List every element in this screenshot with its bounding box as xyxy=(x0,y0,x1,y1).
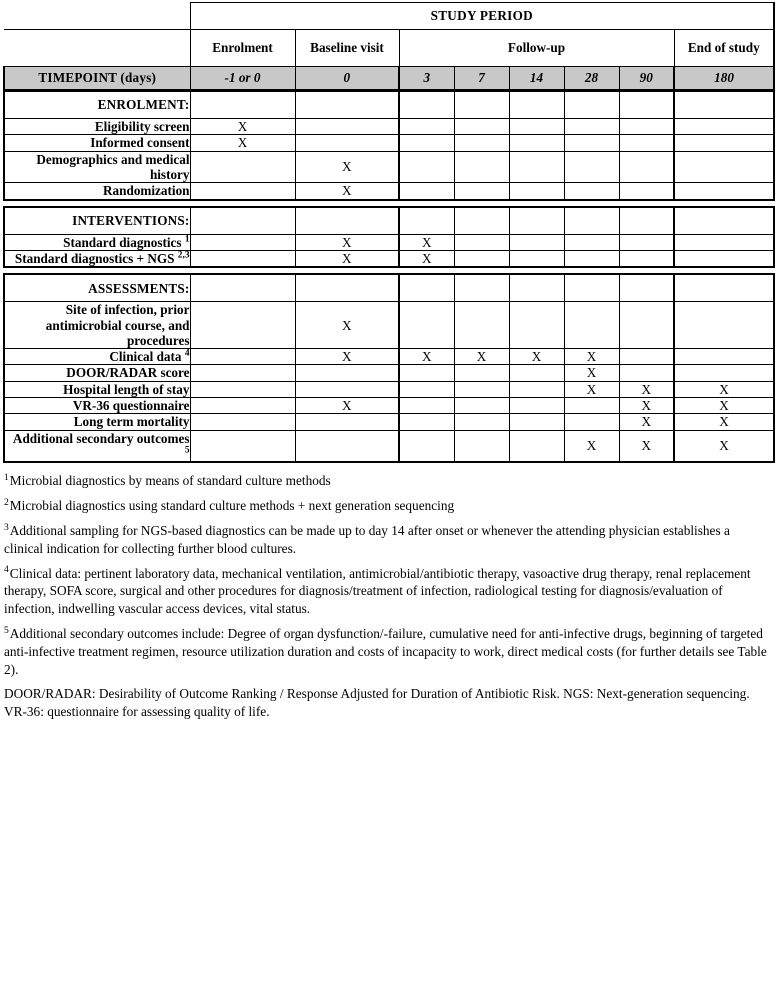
table-row xyxy=(4,151,774,183)
row-label-randomization: Randomization xyxy=(4,183,190,200)
cell-empty xyxy=(619,274,674,302)
cell-empty xyxy=(564,250,619,267)
row-label-standard-diagnostics: Standard diagnostics $^1$ xyxy=(4,234,190,250)
cell-empty xyxy=(619,234,674,250)
cell-mark-additional-secondary-outcomes-28: X xyxy=(564,430,619,462)
footnote-marker: 2,3 xyxy=(177,250,190,261)
cell-empty xyxy=(190,91,295,119)
cell-mark-demographics-and-medical-history-0: X xyxy=(295,151,399,183)
section-heading-row-interventions xyxy=(4,207,774,235)
cell-empty xyxy=(619,207,674,235)
footnote-marker: 4 xyxy=(184,348,190,359)
cell-empty xyxy=(674,151,774,183)
row-label-vr-36-questionnaire: VR-36 questionnaire xyxy=(4,398,190,414)
cell-empty xyxy=(674,207,774,235)
cell-empty xyxy=(190,274,295,302)
cell-empty xyxy=(619,183,674,200)
cell-mark-eligibility-screen--1-or-0: X xyxy=(190,119,295,135)
section-gap xyxy=(4,200,774,207)
cell-empty xyxy=(190,398,295,414)
cell-empty xyxy=(674,91,774,119)
spirit-schedule-table xyxy=(3,2,775,463)
cell-mark-clinical-data-28: X xyxy=(564,349,619,365)
cell-empty xyxy=(619,91,674,119)
cell-empty xyxy=(619,119,674,135)
cell-empty xyxy=(454,250,509,267)
timepoint-value-14: 14 xyxy=(509,67,564,91)
cell-empty xyxy=(509,151,564,183)
cell-empty xyxy=(619,349,674,365)
cell-empty xyxy=(190,349,295,365)
footnote-text: Additional secondary outcomes include: Degree of organ dysfunction/-failure, cumulative need for anti-infective drugs, beginning of targeted anti-infective treatment regimen, resource utilization duration and costs of incapacity to work, direct medical costs (for further details see Table 2). xyxy=(4,626,767,677)
cell-empty xyxy=(190,234,295,250)
cell-empty xyxy=(564,119,619,135)
cell-empty xyxy=(295,381,399,397)
cell-empty xyxy=(564,183,619,200)
cell-empty xyxy=(454,398,509,414)
cell-mark-standard-diagnostics-ngs-3: X xyxy=(399,250,454,267)
cell-empty xyxy=(454,430,509,462)
cell-empty xyxy=(399,91,454,119)
timepoint-value-180: 180 xyxy=(674,67,774,91)
cell-empty xyxy=(454,151,509,183)
cell-mark-vr-36-questionnaire-90: X xyxy=(619,398,674,414)
cell-empty xyxy=(190,302,295,349)
cell-empty xyxy=(295,414,399,430)
cell-empty xyxy=(509,207,564,235)
cell-empty xyxy=(454,183,509,200)
column-group-baseline-visit: Baseline visit xyxy=(295,30,399,67)
cell-empty xyxy=(674,349,774,365)
cell-empty xyxy=(674,119,774,135)
footnote-2 xyxy=(4,497,772,515)
cell-empty xyxy=(509,430,564,462)
timepoint-row xyxy=(4,67,774,91)
cell-mark-hospital-length-of-stay-180: X xyxy=(674,381,774,397)
cell-empty xyxy=(295,365,399,381)
section-heading-interventions: INTERVENTIONS: xyxy=(4,207,190,235)
timepoint-value-28: 28 xyxy=(564,67,619,91)
row-label-eligibility-screen: Eligibility screen xyxy=(4,119,190,135)
table-row xyxy=(4,302,774,349)
cell-mark-door-radar-score-28: X xyxy=(564,365,619,381)
cell-empty xyxy=(399,381,454,397)
footnote-marker-5: 5 xyxy=(4,624,9,636)
cell-empty xyxy=(619,302,674,349)
column-group-row xyxy=(4,30,774,67)
cell-empty xyxy=(454,135,509,151)
cell-empty xyxy=(509,381,564,397)
row-label-additional-secondary-outcomes: Additional secondary outcomes $^5$ xyxy=(4,430,190,462)
cell-mark-additional-secondary-outcomes-90: X xyxy=(619,430,674,462)
cell-mark-long-term-mortality-180: X xyxy=(674,414,774,430)
cell-empty xyxy=(619,250,674,267)
footnote-marker-4: 4 xyxy=(4,564,9,576)
cell-empty xyxy=(190,430,295,462)
cell-empty xyxy=(454,365,509,381)
table-row xyxy=(4,135,774,151)
cell-empty xyxy=(564,234,619,250)
cell-empty xyxy=(295,274,399,302)
cell-empty xyxy=(399,119,454,135)
cell-mark-hospital-length-of-stay-90: X xyxy=(619,381,674,397)
cell-empty xyxy=(509,183,564,200)
cell-empty xyxy=(674,135,774,151)
cell-mark-additional-secondary-outcomes-180: X xyxy=(674,430,774,462)
footnote-1 xyxy=(4,472,772,490)
cell-empty xyxy=(399,398,454,414)
cell-empty xyxy=(509,119,564,135)
cell-empty xyxy=(564,151,619,183)
table-row xyxy=(4,414,774,430)
spirit-schedule-figure xyxy=(0,2,776,989)
table-row xyxy=(4,365,774,381)
footnote-marker-2: 2 xyxy=(4,496,9,508)
timepoint-value-90: 90 xyxy=(619,67,674,91)
cell-empty xyxy=(674,365,774,381)
footnotes xyxy=(4,472,772,721)
footnote-text: Additional sampling for NGS-based diagnostics can be made up to day 14 after onset or whenever the attending physician establishes a clinical indication for collecting further blood cultures. xyxy=(4,522,730,556)
cell-mark-clinical-data-3: X xyxy=(399,349,454,365)
footnote-4 xyxy=(4,565,772,618)
cell-mark-clinical-data-14: X xyxy=(509,349,564,365)
cell-empty xyxy=(190,151,295,183)
section-heading-assessments: ASSESSMENTS: xyxy=(4,274,190,302)
table-row xyxy=(4,398,774,414)
cell-empty xyxy=(295,207,399,235)
cell-empty xyxy=(295,430,399,462)
cell-mark-standard-diagnostics-0: X xyxy=(295,234,399,250)
cell-empty xyxy=(295,119,399,135)
cell-mark-informed-consent--1-or-0: X xyxy=(190,135,295,151)
footnote-5 xyxy=(4,625,772,678)
cell-empty xyxy=(674,302,774,349)
cell-empty xyxy=(619,151,674,183)
cell-empty xyxy=(619,365,674,381)
column-group-end-of-study: End of study xyxy=(674,30,774,67)
cell-mark-long-term-mortality-90: X xyxy=(619,414,674,430)
cell-empty xyxy=(674,234,774,250)
footnote-marker: 5 xyxy=(184,445,190,456)
cell-empty xyxy=(190,207,295,235)
row-label-demographics-and-medical-history: Demographics and medical history xyxy=(4,151,190,183)
cell-empty xyxy=(454,274,509,302)
cell-empty xyxy=(399,274,454,302)
cell-empty xyxy=(454,207,509,235)
row-label-standard-diagnostics-ngs: Standard diagnostics + NGS $^{2,3}$ xyxy=(4,250,190,267)
section-heading-row-assessments xyxy=(4,274,774,302)
table-row xyxy=(4,183,774,200)
study-period-title: STUDY PERIOD xyxy=(190,3,774,30)
section-heading-enrolment: ENROLMENT: xyxy=(4,91,190,119)
cell-empty xyxy=(509,398,564,414)
column-group-enrolment: Enrolment xyxy=(190,30,295,67)
cell-empty xyxy=(454,119,509,135)
cell-mark-hospital-length-of-stay-28: X xyxy=(564,381,619,397)
footnote-text: Clinical data: pertinent laboratory data, mechanical ventilation, antimicrobial/antibiotic therapy, vasoactive drug therapy, renal replacement therapy, SOFA score, surgical and other procedures for diagnosis/treatment of infection, radiological testing for diagnosis/evaluation of infection, indwelling vascular access devices, vital status. xyxy=(4,565,751,617)
row-label-clinical-data: Clinical data $^4$ xyxy=(4,349,190,365)
cell-empty xyxy=(190,365,295,381)
cell-empty xyxy=(509,135,564,151)
cell-empty xyxy=(564,135,619,151)
timepoint-value-7: 7 xyxy=(454,67,509,91)
cell-empty xyxy=(564,207,619,235)
cell-empty xyxy=(509,250,564,267)
cell-empty xyxy=(509,414,564,430)
cell-empty xyxy=(454,414,509,430)
cell-empty xyxy=(509,302,564,349)
cell-empty xyxy=(509,274,564,302)
cell-empty xyxy=(399,302,454,349)
timepoint-value-3: 3 xyxy=(399,67,454,91)
cell-empty xyxy=(190,414,295,430)
cell-empty xyxy=(399,183,454,200)
corner-blank-cell xyxy=(4,3,190,30)
table-row xyxy=(4,119,774,135)
cell-empty xyxy=(399,207,454,235)
cell-empty xyxy=(454,381,509,397)
footnote-abbreviations xyxy=(4,685,772,721)
section-heading-row-enrolment xyxy=(4,91,774,119)
cell-empty xyxy=(190,381,295,397)
cell-empty xyxy=(399,414,454,430)
cell-empty xyxy=(509,91,564,119)
row-label-long-term-mortality: Long term mortality xyxy=(4,414,190,430)
cell-empty xyxy=(454,234,509,250)
timepoint-label: TIMEPOINT (days) xyxy=(4,67,190,91)
study-period-header-row xyxy=(4,3,774,30)
cell-mark-vr-36-questionnaire-180: X xyxy=(674,398,774,414)
table-row xyxy=(4,250,774,267)
row-label-door-radar-score: DOOR/RADAR score xyxy=(4,365,190,381)
cell-empty xyxy=(190,250,295,267)
row-label-hospital-length-of-stay: Hospital length of stay xyxy=(4,381,190,397)
cell-mark-standard-diagnostics-ngs-0: X xyxy=(295,250,399,267)
cell-empty xyxy=(509,234,564,250)
footnote-marker: 1 xyxy=(184,234,190,245)
footnote-marker-1: 1 xyxy=(4,471,9,483)
cell-empty xyxy=(674,274,774,302)
cell-empty xyxy=(399,430,454,462)
column-group-follow-up: Follow-up xyxy=(399,30,674,67)
footnote-3 xyxy=(4,522,772,558)
cell-mark-vr-36-questionnaire-0: X xyxy=(295,398,399,414)
cell-empty xyxy=(190,183,295,200)
cell-mark-clinical-data-7: X xyxy=(454,349,509,365)
footnote-text: DOOR/RADAR: Desirability of Outcome Ranking / Response Adjusted for Duration of Antibiotic Risk. NGS: Next-generation sequencing. VR-36: questionnaire for assessing quality of life. xyxy=(4,686,750,720)
cell-empty xyxy=(399,135,454,151)
cell-empty xyxy=(399,365,454,381)
table-row xyxy=(4,430,774,462)
section-gap xyxy=(4,267,774,274)
footnote-marker-3: 3 xyxy=(4,521,9,533)
cell-empty xyxy=(564,274,619,302)
cell-empty xyxy=(564,414,619,430)
cell-empty xyxy=(674,250,774,267)
cell-mark-site-of-infection-prior-antimicrobial-co-0: X xyxy=(295,302,399,349)
cell-mark-standard-diagnostics-3: X xyxy=(399,234,454,250)
row-label-site-of-infection-prior-antimicrobial-co: Site of infection, prior antimicrobial course, and procedures xyxy=(4,302,190,349)
cell-empty xyxy=(509,365,564,381)
timepoint-value--1-or-0: -1 or 0 xyxy=(190,67,295,91)
cell-mark-randomization-0: X xyxy=(295,183,399,200)
footnote-text: Microbial diagnostics using standard culture methods + next generation sequencing xyxy=(9,498,455,514)
cell-empty xyxy=(564,302,619,349)
table-row xyxy=(4,234,774,250)
table-row xyxy=(4,349,774,365)
footnote-text: Microbial diagnostics by means of standard culture methods xyxy=(9,473,331,489)
row-label-informed-consent: Informed consent xyxy=(4,135,190,151)
cell-empty xyxy=(454,302,509,349)
cell-empty xyxy=(564,91,619,119)
cell-empty xyxy=(454,91,509,119)
table-row xyxy=(4,381,774,397)
cell-mark-clinical-data-0: X xyxy=(295,349,399,365)
cell-empty xyxy=(674,183,774,200)
cell-empty xyxy=(619,135,674,151)
cell-empty xyxy=(295,91,399,119)
cell-empty xyxy=(295,135,399,151)
cell-empty xyxy=(399,151,454,183)
timepoint-value-0: 0 xyxy=(295,67,399,91)
cell-empty xyxy=(564,398,619,414)
group-blank-cell xyxy=(4,30,190,67)
